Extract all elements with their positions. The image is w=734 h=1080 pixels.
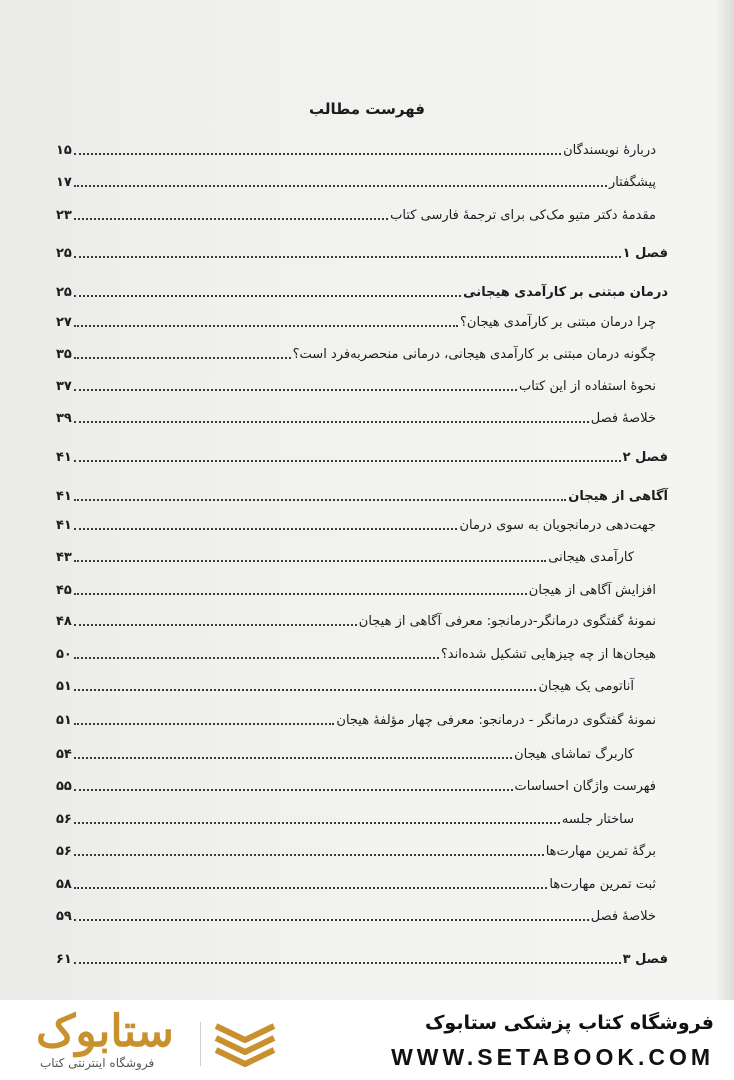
- toc-page-number: ۵۶: [56, 812, 72, 827]
- toc-page-number: ۴۳: [56, 550, 72, 565]
- toc-entry-label: ثبت تمرین مهارت‌ها: [549, 877, 656, 892]
- toc-entry-row: [56, 199, 668, 225]
- toc-entry-row: [56, 276, 668, 302]
- toc-entry-label: کاربرگ تماشای هیجان: [514, 747, 634, 762]
- toc-entry-label: ساختار جلسه: [561, 812, 634, 827]
- toc-page-number: ۱۷: [56, 175, 72, 190]
- toc-page-number: ۴۱: [56, 489, 72, 504]
- toc-page-number: ۳۷: [56, 379, 72, 394]
- toc-title: فهرست مطالب: [309, 100, 425, 118]
- toc-dot-leader: [74, 325, 458, 327]
- toc-dot-leader: [74, 962, 621, 964]
- toc-dot-leader: [74, 389, 517, 391]
- toc-entry-label: برگهٔ تمرین مهارت‌ها: [545, 844, 656, 859]
- toc-entry-label: آناتومی یک هیجان: [538, 679, 634, 694]
- toc-entry-label: افزایش آگاهی از هیجان: [528, 583, 656, 598]
- toc-dot-leader: [74, 789, 513, 791]
- store-banner: [0, 1000, 734, 1080]
- toc-entry-label: فهرست واژگان احساسات: [514, 779, 656, 794]
- toc-entry-row: [56, 638, 668, 664]
- toc-page-number: ۵۸: [56, 877, 72, 892]
- toc-page-number: ۵۰: [56, 647, 72, 662]
- toc-entry-label: درمان مبتنی بر کارآمدی هیجانی: [463, 285, 668, 300]
- toc-entry-row: [56, 134, 668, 160]
- toc-dot-leader: [74, 460, 621, 462]
- toc-dot-leader: [74, 560, 546, 562]
- toc-entry-row: [56, 738, 668, 764]
- toc-entry-row: [56, 770, 668, 796]
- toc-dot-leader: [74, 657, 439, 659]
- toc-page-number: ۵۴: [56, 747, 72, 762]
- toc-page-number: ۵۶: [56, 844, 72, 859]
- toc-dot-leader: [74, 757, 512, 759]
- toc-entry-row: [56, 835, 668, 861]
- toc-dot-leader: [74, 421, 589, 423]
- toc-chapter-row: [56, 441, 668, 467]
- toc-page-number: ۲۳: [56, 208, 72, 223]
- toc-entry-label: جهت‌دهی درمانجویان به سوی درمان: [459, 518, 656, 533]
- toc-dot-leader: [74, 624, 357, 626]
- toc-page-number: ۲۷: [56, 315, 72, 330]
- toc-entry-row: [56, 541, 668, 567]
- toc-entry-label: چگونه درمان مبتنی بر کارآمدی هیجانی، درمانی منحصربه‌فرد است؟: [292, 347, 656, 362]
- toc-entry-label: خلاصهٔ فصل: [590, 909, 656, 924]
- toc-entry-label: نمونهٔ گفتگوی درمانگر-درمانجو: معرفی آگاهی از هیجان: [358, 614, 656, 629]
- toc-entry-label: نحوهٔ استفاده از این کتاب: [519, 379, 656, 394]
- toc-entry-row: [56, 900, 668, 926]
- toc-page-number: ۴۵: [56, 583, 72, 598]
- toc-page-number: ۴۱: [56, 518, 72, 533]
- shop-name: فروشگاه کتاب پزشکی ستابوک: [424, 1012, 714, 1034]
- toc-page-number: ۵۵: [56, 779, 72, 794]
- logo-subtitle: فروشگاه اینترنتی کتاب: [40, 1056, 155, 1070]
- toc-dot-leader: [74, 295, 461, 297]
- toc-dot-leader: [74, 689, 537, 691]
- toc-entry-row: [56, 509, 668, 535]
- toc-dot-leader: [74, 919, 589, 921]
- toc-entry-row: [56, 574, 668, 600]
- toc-page-number: ۲۵: [56, 246, 72, 261]
- toc-dot-leader: [74, 185, 607, 187]
- toc-page-number: ۶۱: [56, 952, 72, 967]
- toc-dot-leader: [74, 822, 560, 824]
- toc-dot-leader: [74, 499, 566, 501]
- toc-entry-label: پیشگفتار: [608, 175, 656, 190]
- toc-entry-label: هیجان‌ها از چه چیزهایی تشکیل شده‌اند؟: [440, 647, 656, 662]
- toc-entry-row: [56, 868, 668, 894]
- toc-entry-row: [56, 166, 668, 192]
- logo-wordmark: ستابوک: [36, 1007, 174, 1056]
- toc-entry-label: چرا درمان مبتنی بر کارآمدی هیجان؟: [460, 315, 656, 330]
- toc-entry-label: آگاهی از هیجان: [568, 489, 668, 504]
- toc-page-number: ۳۹: [56, 411, 72, 426]
- toc-entry-row: [56, 306, 668, 332]
- toc-entry-label: فصل ۳: [622, 952, 668, 967]
- toc-dot-leader: [74, 887, 547, 889]
- toc-entry-label: فصل ۲: [622, 450, 668, 465]
- toc-entry-row: [56, 402, 668, 428]
- toc-page-number: ۵۹: [56, 909, 72, 924]
- toc-page-number: ۴۱: [56, 450, 72, 465]
- toc-dot-leader: [74, 218, 388, 220]
- toc-page-number: ۳۵: [56, 347, 72, 362]
- toc-entry-row: [56, 370, 668, 396]
- toc-dot-leader: [74, 593, 527, 595]
- toc-page-number: ۱۵: [56, 143, 72, 158]
- toc-entry-label: خلاصهٔ فصل: [590, 411, 656, 426]
- shop-url[interactable]: WWW.SETABOOK.COM: [391, 1044, 714, 1070]
- toc-entry-row: [56, 704, 668, 730]
- toc-entry-row: [56, 670, 668, 696]
- toc-dot-leader: [74, 256, 621, 258]
- toc-entry-row: [56, 338, 668, 364]
- toc-entry-label: کارآمدی هیجانی: [548, 550, 634, 565]
- toc-dot-leader: [74, 723, 335, 725]
- toc-entry-row: [56, 803, 668, 829]
- toc-dot-leader: [74, 528, 458, 530]
- stacked-chevrons-icon: [210, 1020, 280, 1070]
- toc-entry-label: نمونهٔ گفتگوی درمانگر - درمانجو: معرفی چهار مؤلفهٔ هیجان: [336, 713, 656, 728]
- toc-entry-label: فصل ۱: [622, 246, 668, 261]
- toc-page-number: ۵۱: [56, 713, 72, 728]
- toc-entry-label: مقدمهٔ دکتر متیو مک‌کی برای ترجمهٔ فارسی کتاب: [390, 208, 656, 223]
- toc-entry-row: [56, 480, 668, 506]
- toc-dot-leader: [74, 357, 291, 359]
- logo-divider: [200, 1022, 201, 1066]
- toc-chapter-row: [56, 237, 668, 263]
- toc-entry-row: [56, 605, 668, 631]
- toc-page-number: ۲۵: [56, 285, 72, 300]
- toc-page-number: ۵۱: [56, 679, 72, 694]
- toc-entry-label: دربارهٔ نویسندگان: [563, 143, 656, 158]
- toc-page-number: ۴۸: [56, 614, 72, 629]
- toc-dot-leader: [74, 153, 561, 155]
- toc-chapter-row: [56, 943, 668, 969]
- toc-dot-leader: [74, 854, 544, 856]
